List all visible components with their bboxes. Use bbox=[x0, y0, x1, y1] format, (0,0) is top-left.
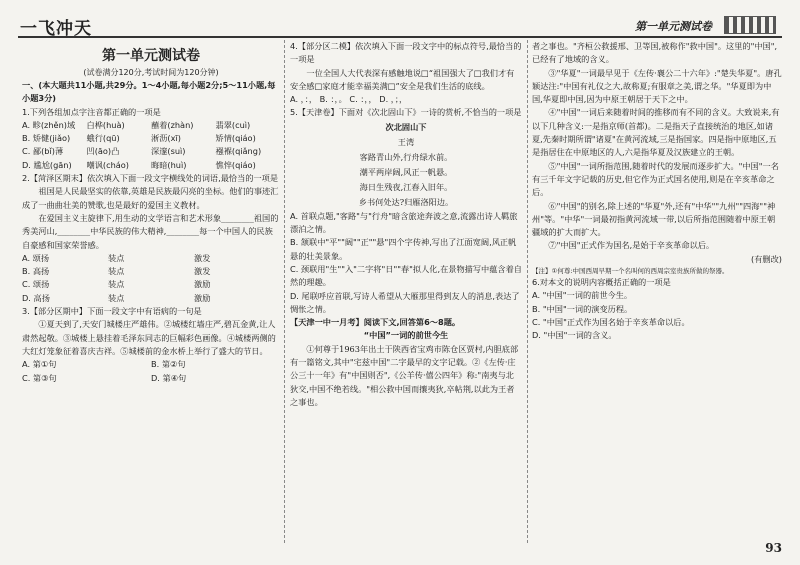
question-3-text: ①夏天到了,天安门城楼庄严雄伟。②城楼红墙庄严,碧瓦金黄,让人肃然起敬。③城楼上悬挂着毛泽东同志的巨幅彩色画像。④城楼两侧的大红灯笼象征着喜庆吉祥。⑤城楼前的金水桥上举行了盛大的节日。 bbox=[22, 319, 276, 356]
question-1-option-cell: 凹(āo)凸 bbox=[86, 146, 120, 157]
question-1-option-cell: 襁褓(qiǎng) bbox=[215, 146, 262, 157]
question-1-option-cell: 蛾行(qū) bbox=[86, 133, 120, 144]
question-1-option-cell: B. 矫健(jiǎo) bbox=[22, 133, 71, 144]
brand-logo: 一飞冲天 bbox=[20, 19, 92, 39]
article-paragraph: ④"中国"一词后来随着时间的推移而有不同的含义。大致说来,有以下几种含义:一是指京师(首都)。二是指天子直接统治的地区,如诸夏,先秦时期所谓"诸夏"在黄河流域,三是指国家。四是指中原地区,五是指居住在中原地区的人,六是指华夏及汉族建立的王朝。 bbox=[532, 107, 780, 158]
question-5-option: C. 颈联用"生""入"二字将"日""春"拟人化,在景物描写中蕴含着自然的理趣。 bbox=[290, 263, 522, 288]
question-1-option-row bbox=[22, 132, 280, 145]
question-1-option-row bbox=[22, 119, 280, 132]
reading-intro: 【天津一中一月考】阅读下文,回答第6～8题。 bbox=[290, 317, 461, 328]
poem-line: 潮平两岸阔,风正一帆悬。 bbox=[359, 166, 453, 177]
question-5-option: B. 颔联中"平""阔""正""悬"四个字传神,写出了江面宽阔,风正帆悬的壮美景象。 bbox=[290, 237, 517, 261]
article-paragraph: ⑦"中国"正式作为国名,是始于辛亥革命以后。 bbox=[548, 240, 715, 251]
question-5: 5.【天津卷】下面对《次北固山下》一诗的赏析,不恰当的一项是 bbox=[290, 107, 522, 118]
column-divider bbox=[527, 40, 528, 543]
question-1-option-cell: 深邃(suì) bbox=[151, 146, 186, 157]
article-paragraph: ⑥"中国"的别名,除上述的"华夏"外,还有"中华""九州""四海""神州"等。"中华"一词最初指黄河流域一带,以后所指范围随着中原王朝疆域的扩大而扩大。 bbox=[532, 200, 776, 238]
header-title: 第一单元测试卷 bbox=[635, 20, 712, 33]
article-text: ①何尊于1963年出土于陕西省宝鸡市陈仓区贾村,内胆底部有一篇铭文,其中"宅兹中国"二字最早的文字记载。②《左传·庄公三十一年》有"中国则否",《公羊传·僖公四年》称:"南夷与北狄交,中国不绝若线。"相公救中国而攘夷狄,卒帖荆,以此为王者之事也。 bbox=[290, 343, 519, 407]
poem-line: 客路青山外,行舟绿水前。 bbox=[359, 151, 453, 162]
article-source: (有删改) bbox=[751, 253, 782, 264]
question-3-option-cell: B. 第②句 bbox=[151, 359, 186, 370]
question-1-option-cell: 嘲讽(cháo) bbox=[86, 159, 129, 170]
poem-title: 次北固山下 bbox=[385, 121, 427, 132]
question-2-option-row bbox=[22, 252, 280, 265]
question-2-text: 在爱国主义主旋律下,用生动的文学语言和艺术形象________祖国的秀美河山,________中华民族的伟大精神,________每一个中国人的民族自豪感和国家荣誉感。 bbox=[22, 212, 279, 250]
header-decoration-icon bbox=[724, 16, 776, 34]
question-3-option-cell: D. 第④句 bbox=[151, 372, 187, 383]
poem-author: 王湾 bbox=[397, 136, 415, 147]
question-1-option-cell: 淅沥(xī) bbox=[151, 133, 181, 144]
question-2-text: 祖国是人民最坚实的依靠,英雄是民族最闪亮的坐标。他们的事迹汇成了一曲曲壮美的赞歌,也是最好的爱国主义教材。 bbox=[22, 186, 279, 210]
article-paragraph: ⑤"中国"一词所指范围,随着时代的发展而逐步扩大。"中国"一名有三千年文字记载的历史,但它作为正式国名使用,则是在辛亥革命之后。 bbox=[532, 160, 779, 198]
question-1: 1.下列各组加点字注音都正确的一项是 bbox=[22, 106, 161, 117]
question-2-option-cell: D. 高扬 bbox=[22, 292, 50, 303]
article-note: 【注】①何尊:中国西周早期一个名叫何的西周宗室贵族所做的祭器。 bbox=[532, 267, 729, 276]
question-2-option-row bbox=[22, 278, 280, 291]
question-1-option-cell: 白桦(huà) bbox=[86, 119, 125, 130]
question-3-option-cell: C. 第③句 bbox=[22, 372, 57, 383]
question-2-option-row bbox=[22, 292, 280, 305]
question-2-option-cell: A. 颂扬 bbox=[22, 252, 50, 263]
question-2-option-row bbox=[22, 265, 280, 278]
question-4-options: A. ，：， B. ：，。 C. ：，， D. ，；， bbox=[290, 94, 408, 105]
column-divider bbox=[284, 40, 285, 543]
question-3: 3.【部分区期中】下面一段文字中有语病的一句是 bbox=[22, 306, 202, 317]
question-1-option-cell: 矫情(qiáo) bbox=[215, 133, 256, 144]
question-3-option-row bbox=[22, 358, 280, 371]
section-heading: 一、(本大题共11小题,共29分。1～4小题,每小题2分;5～11小题,每小题3分) bbox=[22, 80, 276, 104]
question-2-option-cell: C. 颂扬 bbox=[22, 279, 50, 290]
question-6-option: C. "中国"正式作为国名始于辛亥革命以后。 bbox=[532, 316, 690, 327]
question-1-option-cell: 翡翠(cuì) bbox=[215, 119, 251, 130]
question-1-option-cell: 晦暗(huì) bbox=[151, 159, 187, 170]
question-6-option: A. "中国"一词的前世今生。 bbox=[532, 290, 633, 301]
question-1-options bbox=[22, 119, 280, 172]
question-2-option-cell: 装点 bbox=[108, 252, 125, 263]
question-1-option-row bbox=[22, 145, 280, 158]
article-title: “中国”一词的前世今生 bbox=[363, 330, 449, 341]
question-4: 4.【部分区二模】依次填入下面一段文字中的标点符号,最恰当的一项是 bbox=[290, 41, 522, 65]
question-2-option-cell: 激发 bbox=[194, 252, 211, 263]
page-header bbox=[18, 14, 782, 38]
question-1-option-cell: 蘸着(zhàn) bbox=[151, 119, 194, 130]
question-2-option-cell: 装点 bbox=[108, 279, 125, 290]
question-2-option-cell: 装点 bbox=[108, 292, 125, 303]
question-2: 2.【菏泽区期末】依次填入下面一段文字横线处的词语,最恰当的一项是 bbox=[22, 173, 279, 184]
question-1-option-cell: C. 鄙(bǐ)薄 bbox=[22, 146, 64, 157]
question-4-text: 一位全国人大代表深有感触地说□“祖国强大了□我们才有安全感□家庭才能幸福美满□”安全是我们生活的底线。 bbox=[290, 67, 515, 91]
question-5-option: D. 尾联呼应首联,写诗人希望从大雁那里得到友人的消息,表达了惆怅之情。 bbox=[290, 290, 520, 314]
question-5-option: A. 首联点题,"客路"与"行舟"暗含旅途奔波之意,流露出诗人羁旅漂泊之情。 bbox=[290, 210, 518, 235]
question-2-option-cell: 激发 bbox=[194, 266, 211, 277]
article-paragraph: ③"华夏"一词最早见于《左传·襄公二十六年》:"楚失华夏"。唐孔颖达注:"中国有礼仪之大,故称夏;有服章之美,谓之华。"华夏即为中国,华夏即中国,因为中原王朝居于天下之中。 bbox=[532, 67, 782, 105]
question-1-option-row bbox=[22, 159, 280, 172]
column-right bbox=[532, 40, 782, 343]
poem-line: 乡书何处达?归雁洛阳边。 bbox=[358, 196, 454, 207]
question-2-option-cell: B. 高扬 bbox=[22, 266, 50, 277]
exam-title: 第一单元测试卷 bbox=[102, 48, 200, 64]
question-6: 6.对本文的说明内容概括正确的一项是 bbox=[532, 277, 671, 288]
question-3-options bbox=[22, 358, 280, 385]
question-1-option-cell: D. 尴尬(gān) bbox=[22, 159, 72, 170]
question-2-options bbox=[22, 252, 280, 305]
question-1-option-cell: A. 畛(zhěn)域 bbox=[22, 119, 76, 130]
question-3-option-cell: A. 第①句 bbox=[22, 359, 57, 370]
question-2-option-cell: 激励 bbox=[194, 279, 211, 290]
poem-line: 海日生残夜,江春入旧年。 bbox=[359, 181, 453, 192]
page-number: 93 bbox=[765, 541, 782, 555]
question-6-option: D. "中国"一词的含义。 bbox=[532, 330, 617, 341]
question-2-option-cell: 装点 bbox=[108, 266, 125, 277]
question-1-option-cell: 憔悴(qiáo) bbox=[215, 159, 256, 170]
column-middle bbox=[290, 40, 522, 409]
question-2-option-cell: 激励 bbox=[194, 292, 211, 303]
question-6-option: B. "中国"一词的演变历程。 bbox=[532, 303, 633, 314]
article-paragraph: 者之事也。"齐桓公救援邢、卫等国,被称作"救中国"。这里的"中国",已经有了地域的含义。 bbox=[532, 41, 778, 65]
column-left bbox=[22, 40, 280, 385]
exam-subtitle: (试卷满分120分,考试时间为120分钟) bbox=[83, 68, 219, 77]
question-3-option-row bbox=[22, 372, 280, 385]
